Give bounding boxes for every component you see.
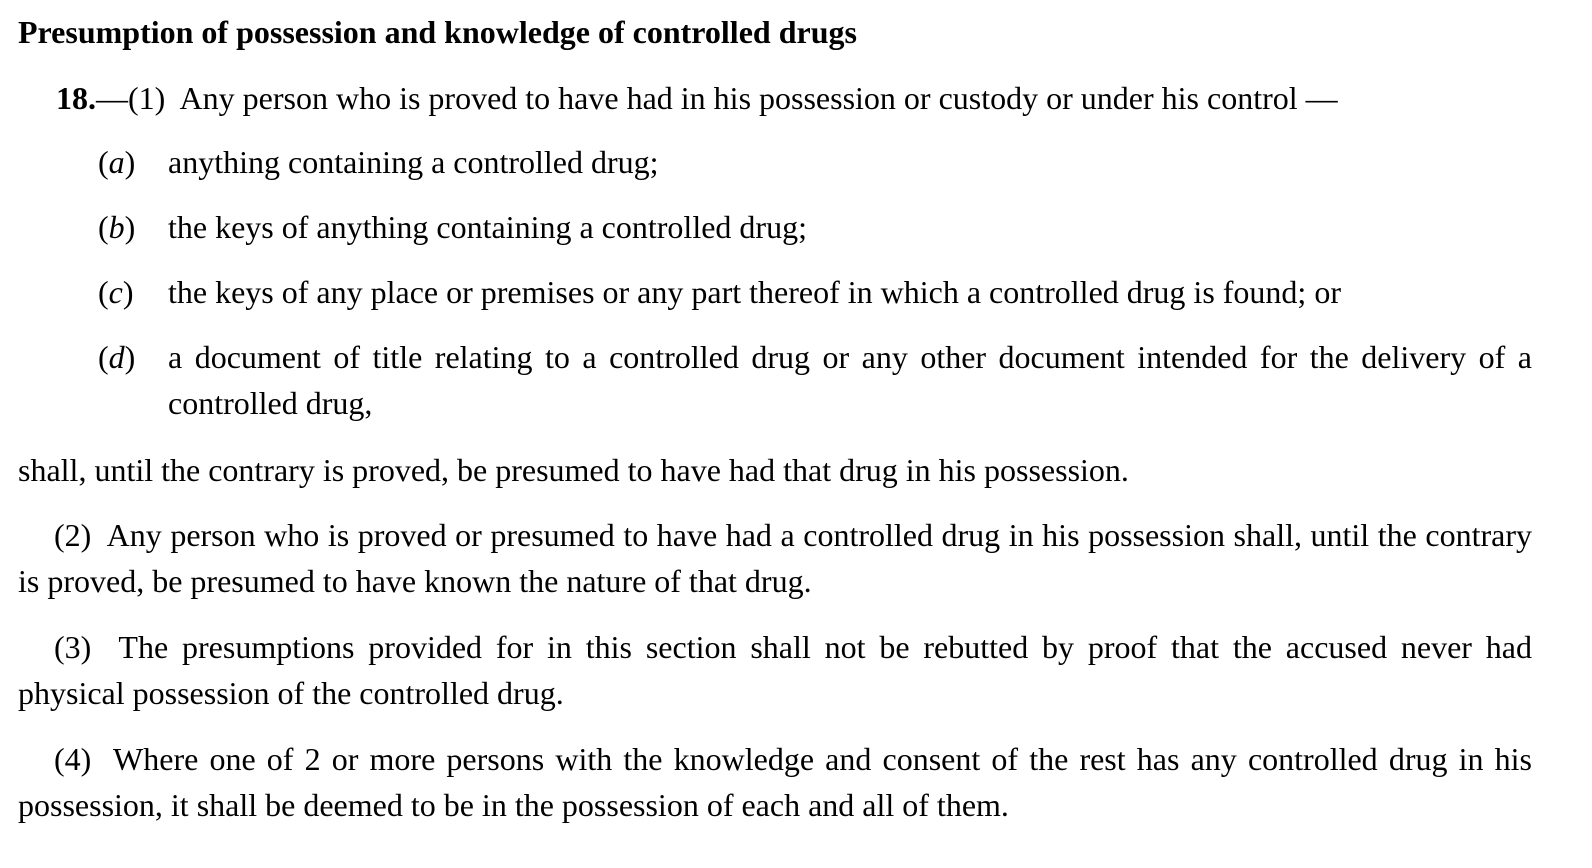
subsection-2-text: Any person who is proved or presumed to have had a controlled drug in his possession shall, until the contrary is proved, be presumed to have known the nature of that drug.: [18, 517, 1533, 599]
subsection-2: [18, 512, 1532, 604]
section-number: 18.: [56, 80, 96, 116]
item-text-b: the keys of anything containing a controlled drug;: [168, 209, 807, 245]
item-label-c: (c): [98, 274, 134, 310]
item-label-a: (a): [98, 144, 136, 180]
item-label-d: (d): [98, 339, 136, 375]
subsection-4-text: Where one of 2 or more persons with the knowledge and consent of the rest has any controlled drug in his possession, it shall be deemed to be in the possession of each and all of them.: [18, 741, 1533, 823]
item-text-a: anything containing a controlled drug;: [168, 144, 659, 180]
subsection-1-marker: —(1): [96, 80, 166, 116]
subsection-3-marker: (3): [54, 629, 92, 665]
subsection-1-closing: shall, until the contrary is proved, be presumed to have had that drug in his possession.: [18, 452, 1129, 488]
section-heading: Presumption of possession and knowledge of controlled drugs: [18, 14, 857, 50]
item-text-c: the keys of any place or premises or any part thereof in which a controlled drug is found; or: [168, 274, 1341, 310]
subsection-3-text: The presumptions provided for in this section shall not be rebutted by proof that the accused never had physical possession of the controlled drug.: [18, 629, 1533, 711]
subsection-1-text: Any person who is proved to have had in his possession or custody or under his control —: [179, 80, 1338, 116]
subsection-3: [18, 624, 1532, 716]
subsection-4-marker: (4): [54, 741, 92, 777]
item-label-b: (b): [98, 209, 136, 245]
subsection-4: [18, 736, 1532, 828]
item-text-d: a document of title relating to a controlled drug or any other document intended for the delivery of a controlled drug,: [168, 339, 1532, 421]
subsection-2-marker: (2): [54, 517, 92, 553]
subsection-1-intro: [56, 78, 1338, 118]
